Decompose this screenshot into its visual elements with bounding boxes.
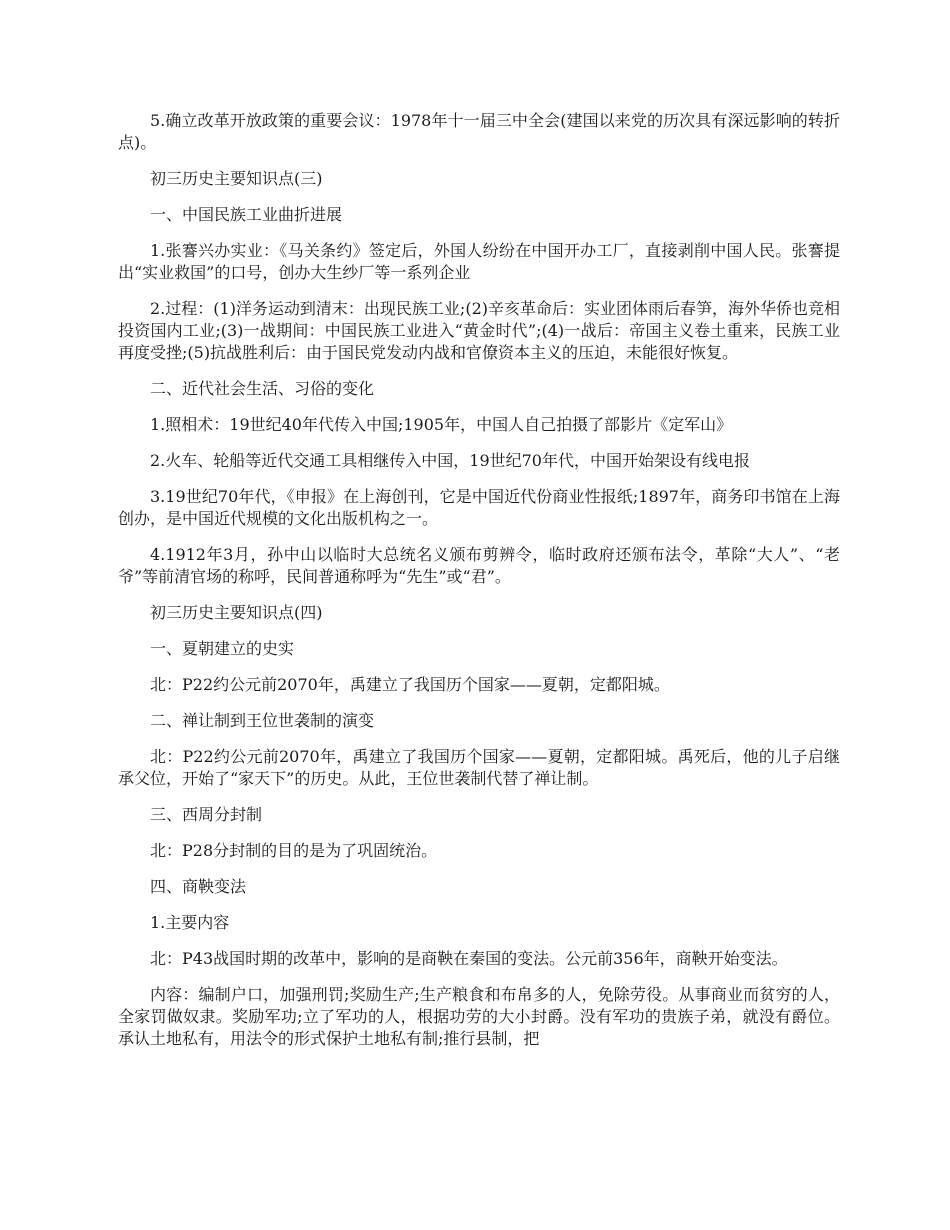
paragraph-photography: 1.照相术：19世纪40年代传入中国;1905年，中国人自己拍摄了部影片《定军山》 — [150, 415, 733, 434]
paragraph-zhang-jian: 1.张謇兴办实业：《马关条约》签定后，外国人纷纷在中国开办工厂，直接剥削中国人民。张謇提出“实业救国”的口号，创办大生纱厂等一系列企业 — [118, 241, 840, 282]
paragraph-shenbao: 3.19世纪70年代，《申报》在上海创刊，它是中国近代份商业性报纸;1897年，商务印书馆在上海创办，是中国近代规模的文化出版机构之一。 — [118, 487, 840, 528]
paragraph-queue-decree: 4.1912年3月，孙中山以临时大总统名义颁布剪辨令，临时政府还颁布法令，革除“大人”、“老爷”等前清官场的称呼，民间普通称呼为“先生”或“君”。 — [118, 545, 840, 586]
section-heading-part-4: 初三历史主要知识点(四) — [150, 603, 323, 622]
paragraph-hereditary-system: 北：P22约公元前2070年，禹建立了我国历个国家——夏朝，定都阳城。禹死后，他的儿子启继承父位，开始了“家天下”的历史。从此，王位世袭制代替了禅让制。 — [118, 747, 840, 788]
subheading-shang-yang: 四、商鞅变法 — [150, 877, 247, 896]
subheading-hereditary-system: 二、禅让制到王位世袭制的演变 — [150, 711, 375, 730]
subheading-national-industry: 一、中国民族工业曲折进展 — [150, 205, 343, 224]
document-page — [118, 110, 840, 1064]
paragraph-fenfeng: 北：P28分封制的目的是为了巩固统治。 — [150, 841, 438, 860]
section-heading-part-3: 初三历史主要知识点(三) — [150, 169, 323, 188]
paragraph-industry-process: 2.过程：(1)洋务运动到清末：出现民族工业;(2)辛亥革命后：实业团体雨后春笋，海外华侨也竞相投资国内工业;(3)一战期间：中国民族工业进入“黄金时代”;(4)一战后：帝国主义卷土重来，民族工业再度受挫;(5)抗战胜利后：由于国民党发动内战和官僚资本主义的压迫，未能很好恢复。 — [118, 299, 840, 362]
paragraph-shang-yang-reform: 北：P43战国时期的改革中，影响的是商鞅在秦国的变法。公元前356年，商鞅开始变法。 — [150, 949, 788, 968]
paragraph-reform-content: 内容：编制户口，加强刑罚;奖励生产;生产粮食和布帛多的人，免除劳役。从事商业而贫穷的人，全家罚做奴隶。奖励军功;立了军功的人，根据功劳的大小封爵。没有军功的贵族子弟，就没有爵位。承认土地私有，用法令的形式保护土地私有制;推行县制，把 — [118, 985, 840, 1048]
subheading-main-content: 1.主要内容 — [150, 913, 230, 932]
paragraph-reform-meeting: 5.确立改革开放政策的重要会议：1978年十一届三中全会(建国以来党的历次具有深远影响的转折点)。 — [118, 111, 840, 152]
paragraph-xia-founding: 北：P22约公元前2070年，禹建立了我国历个国家——夏朝，定都阳城。 — [150, 675, 670, 694]
subheading-xia-dynasty: 一、夏朝建立的史实 — [150, 639, 295, 658]
subheading-western-zhou: 三、西周分封制 — [150, 805, 263, 824]
subheading-social-customs: 二、近代社会生活、习俗的变化 — [150, 379, 375, 398]
paragraph-transport: 2.火车、轮船等近代交通工具相继传入中国，19世纪70年代，中国开始架设有线电报 — [150, 451, 750, 470]
